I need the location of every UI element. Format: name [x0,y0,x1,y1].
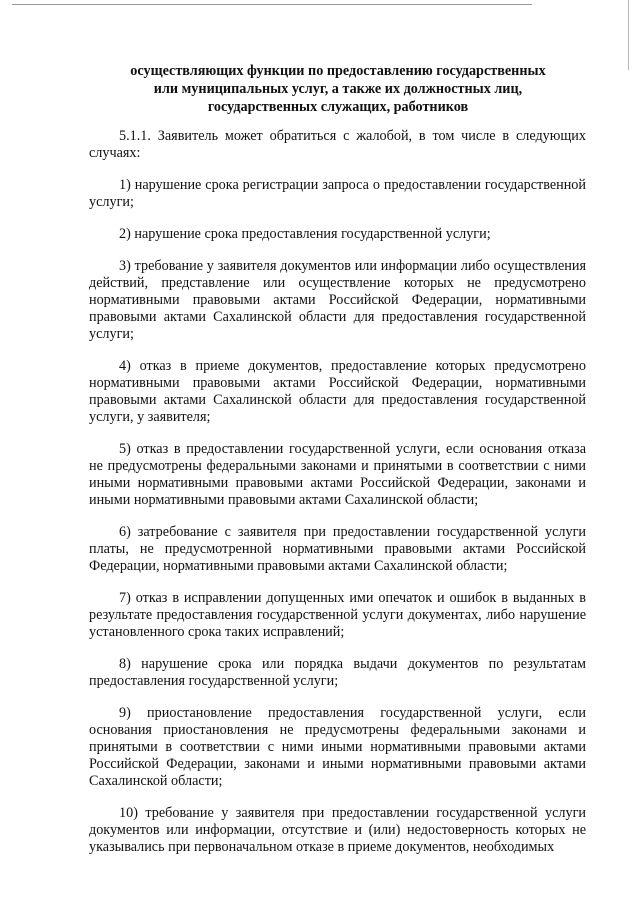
list-item-7: 7) отказ в исправлении допущенных ими опечаток и ошибок в выданных в результате предоставления государственной услуги документах, либо нарушение установленного срока таких исправлений; [89,590,586,640]
heading-line-3: государственных служащих, работников [207,99,469,115]
document-body [89,128,586,871]
list-item-4: 4) отказ в приеме документов, предоставление которых предусмотрено нормативными правовыми актами Российской Федерации, нормативными правовыми актами Сахалинской области для предоставления государственной услуги, у заявителя; [89,358,586,425]
heading-line-2: или муниципальных услуг, а также их должностных лиц, [153,81,523,97]
list-item-3: 3) требование у заявителя документов или информации либо осуществления действий, представление или осуществление которых не предусмотрено нормативными правовыми актами Российской Федерации, нормативными правовыми актами Сахалинской области для предоставления государственной услуги; [89,258,586,342]
list-item-10: 10) требование у заявителя при предоставлении государственной услуги документов или информации, отсутствие и (или) недостоверность которых не указывались при первоначальном отказе в приеме документов, необходимых [89,805,586,855]
list-item-1: 1) нарушение срока регистрации запроса о предоставлении государственной услуги; [89,177,586,210]
paragraph-5-1-1: 5.1.1. Заявитель может обратиться с жалобой, в том числе в следующих случаях: [89,128,586,161]
heading-line-1: осуществляющих функции по предоставлению государственных [130,63,546,79]
list-item-5: 5) отказ в предоставлении государственной услуги, если основания отказа не предусмотрены федеральными законами и принятыми в соответствии с ними иными нормативными правовыми актами Российской Федерации, законами и иными нормативными правовыми актами Сахалинской области; [89,441,586,508]
scan-top-border [12,4,532,5]
list-item-2: 2) нарушение срока предоставления государственной услуги; [119,226,491,242]
section-heading [92,62,584,116]
scan-right-border [628,0,629,70]
list-item-8: 8) нарушение срока или порядка выдачи документов по результатам предоставления государственной услуги; [89,656,586,689]
list-item-6: 6) затребование с заявителя при предоставлении государственной услуги платы, не предусмотренной нормативными правовыми актами Российской Федерации, нормативными правовыми актами Сахалинской области; [89,524,586,574]
list-item-9: 9) приостановление предоставления государственной услуги, если основания приостановления не предусмотрены федеральными законами и принятыми в соответствии с ними иными нормативными правовыми актами Российской Федерации, законами и иными нормативными правовыми актами Сахалинской области; [89,705,586,789]
